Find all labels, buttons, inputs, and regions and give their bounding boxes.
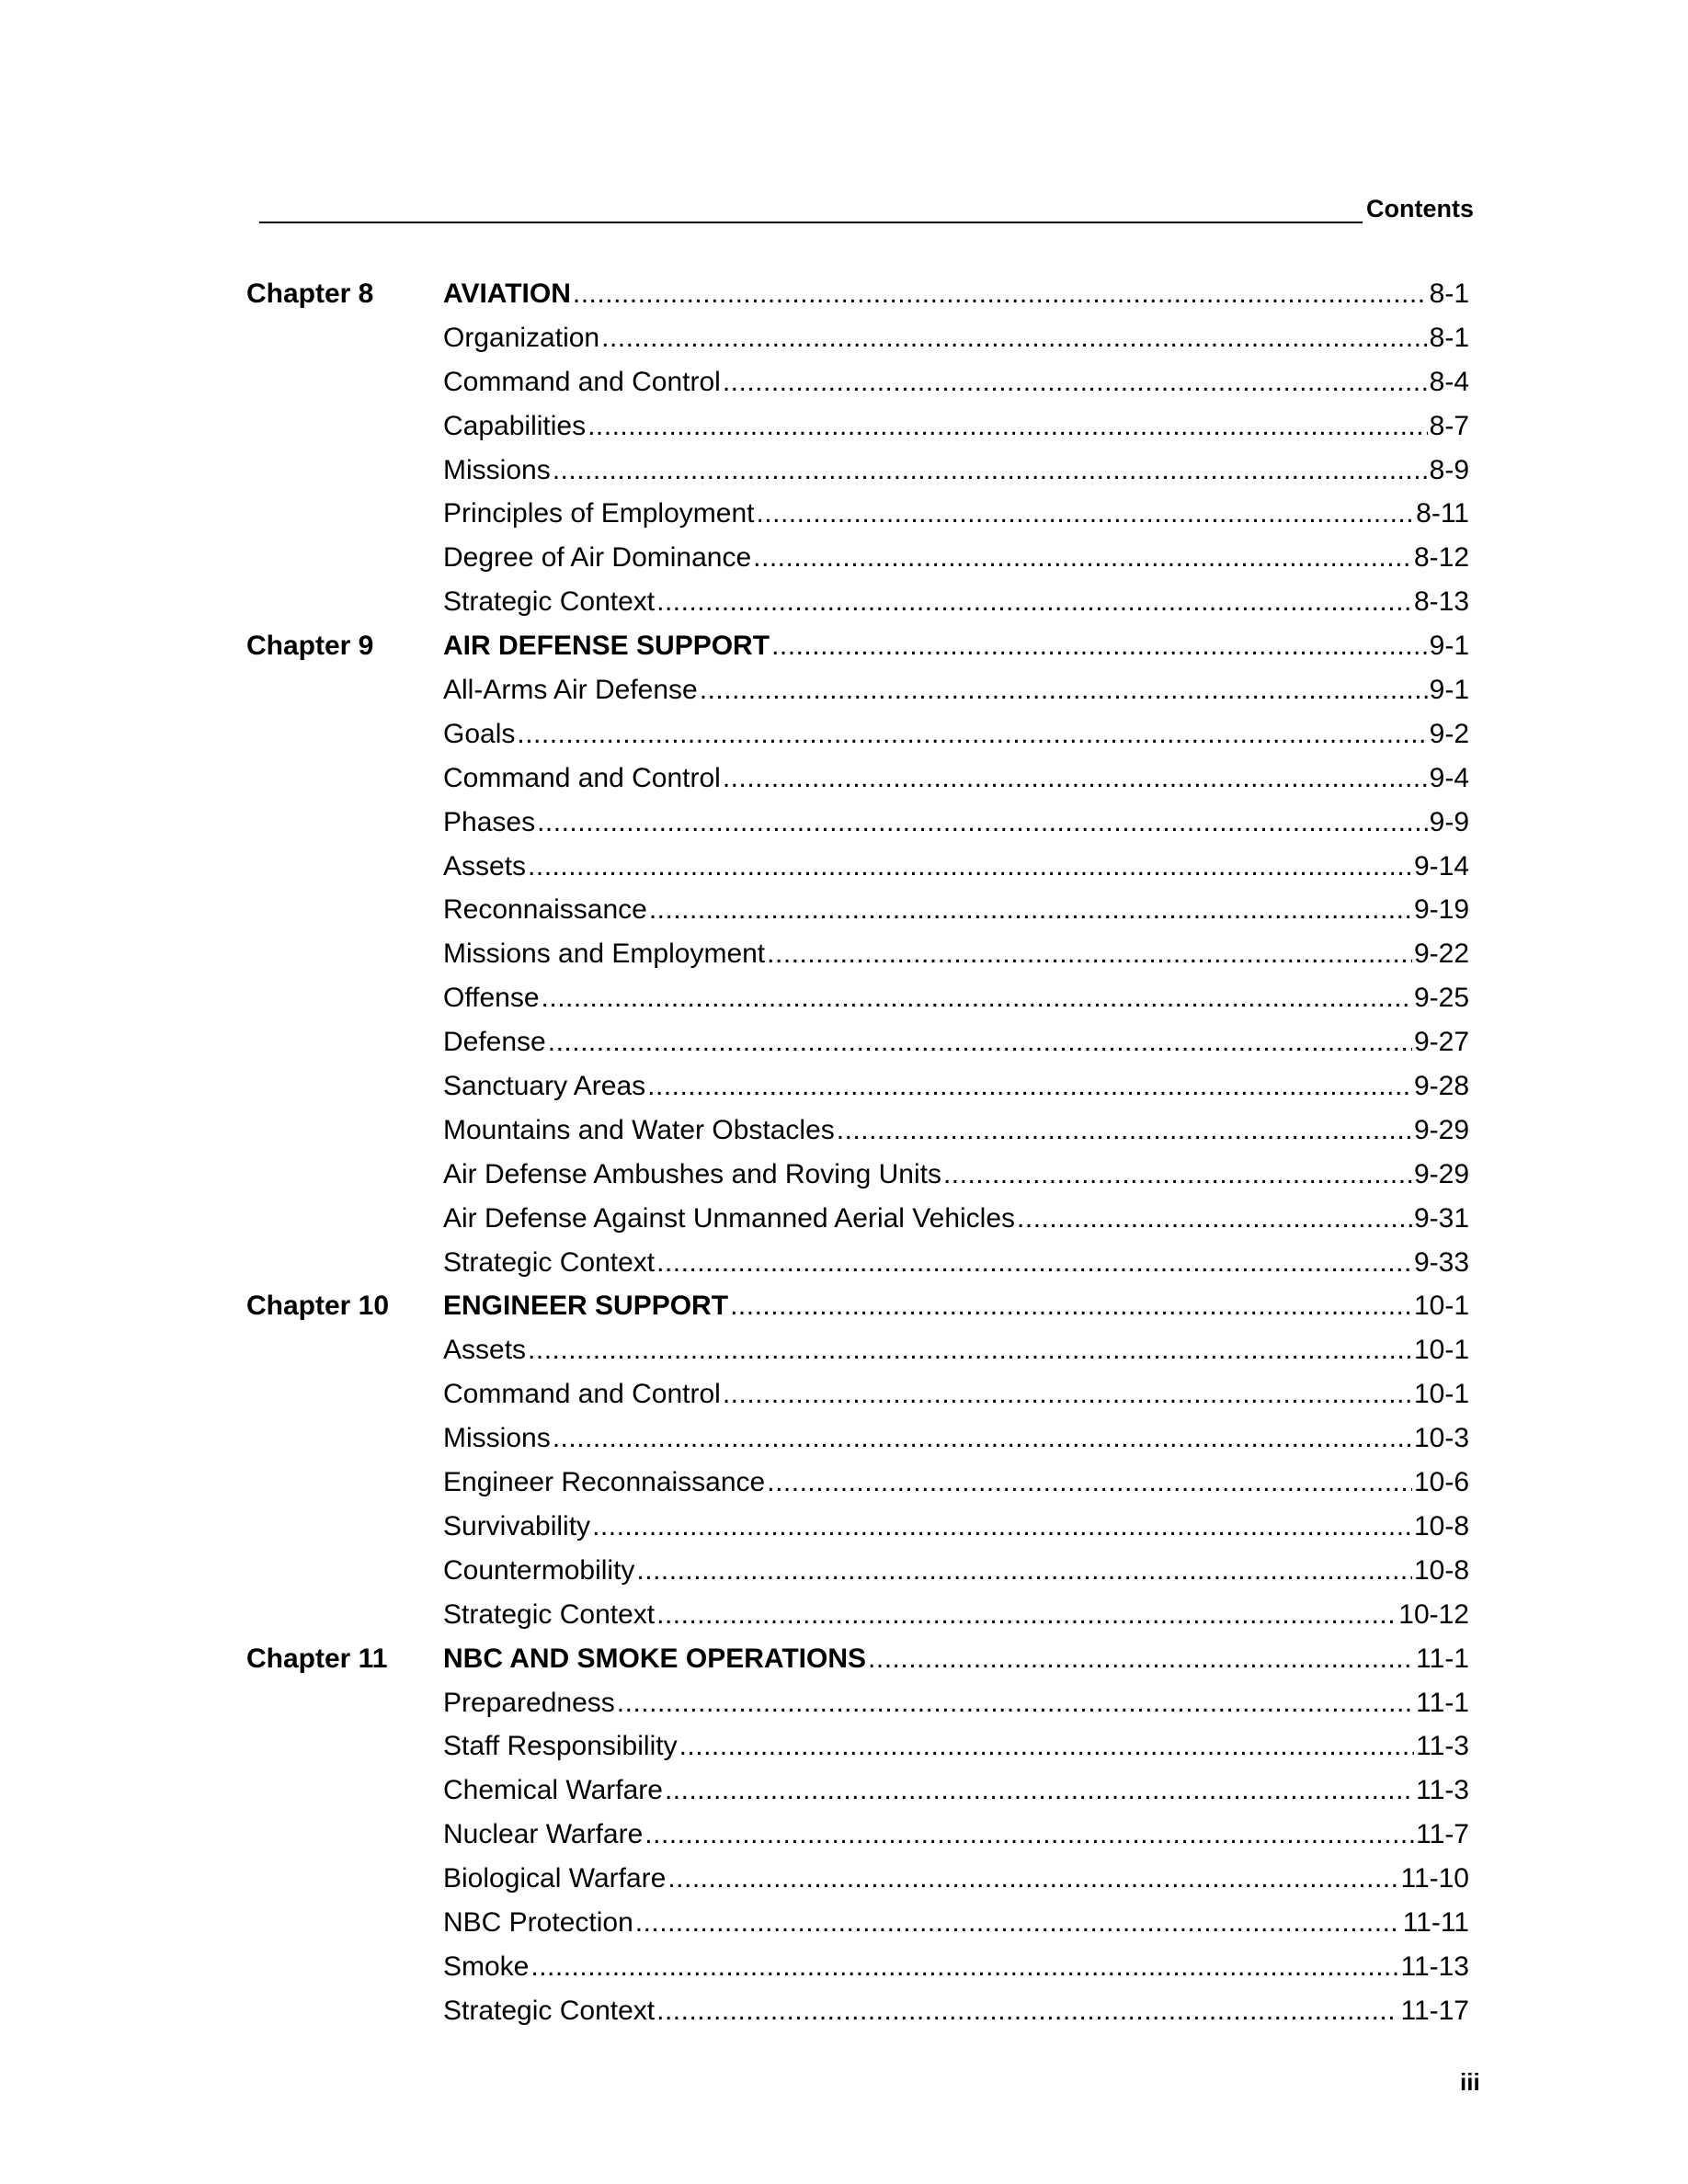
section-link[interactable] [443, 1989, 1469, 2033]
section-page-number: 10-3 [1413, 1423, 1469, 1454]
section-title: Defense [443, 1027, 546, 1058]
section-link[interactable] [443, 1549, 1469, 1593]
section-title: Offense [443, 983, 540, 1014]
section-title: Sanctuary Areas [443, 1071, 646, 1102]
dot-leader [592, 1505, 1412, 1549]
dot-leader [837, 1109, 1412, 1153]
running-header [259, 193, 1474, 224]
section-title: Engineer Reconnaissance [443, 1467, 766, 1498]
dot-leader [649, 888, 1412, 932]
section-link[interactable] [443, 1857, 1469, 1901]
section-page-number: 9-25 [1413, 983, 1469, 1014]
section-link[interactable] [443, 1153, 1469, 1197]
section-page-number: 9-2 [1429, 718, 1469, 749]
section-title: Strategic Context [443, 1995, 656, 2026]
section-page-number: 8-1 [1429, 322, 1469, 353]
dot-leader [647, 1064, 1412, 1109]
section-title: Mountains and Water Obstacles [443, 1114, 835, 1145]
section-title: Principles of Employment [443, 498, 755, 529]
section-page-number: 9-33 [1413, 1246, 1469, 1278]
section-link[interactable] [443, 449, 1469, 493]
section-title: All-Arms Air Defense [443, 675, 698, 706]
section-row [0, 1593, 1688, 1637]
dot-leader [700, 668, 1428, 712]
dot-leader [553, 449, 1428, 493]
dot-leader [636, 1549, 1412, 1593]
chapter-link[interactable] [443, 1284, 1469, 1328]
section-page-number: 9-29 [1413, 1114, 1469, 1145]
section-title: Organization [443, 322, 600, 353]
section-title: Nuclear Warfare [443, 1819, 644, 1850]
dot-leader [656, 580, 1412, 624]
dot-leader [528, 845, 1412, 889]
section-link[interactable] [443, 712, 1469, 756]
dot-leader [530, 1945, 1398, 1989]
section-title: Degree of Air Dominance [443, 542, 752, 574]
section-row [0, 1372, 1688, 1416]
section-title: NBC Protection [443, 1906, 633, 1938]
section-page-number: 11-13 [1400, 1951, 1469, 1982]
section-row [0, 1153, 1688, 1197]
chapter-label: Chapter 10 [246, 1291, 390, 1322]
section-link[interactable] [443, 1681, 1469, 1725]
section-title: Staff Responsibility [443, 1731, 678, 1762]
section-row [0, 1197, 1688, 1241]
section-page-number: 8-11 [1416, 498, 1469, 529]
dot-leader [644, 1813, 1414, 1857]
section-row [0, 316, 1688, 360]
section-row [0, 1549, 1688, 1593]
chapter-title: AVIATION [443, 279, 571, 309]
dot-leader [548, 1020, 1412, 1064]
section-page-number: 8-4 [1429, 366, 1469, 397]
section-title: Phases [443, 806, 536, 837]
section-title: Countermobility [443, 1554, 635, 1586]
chapter-page-number: 8-1 [1429, 279, 1469, 309]
section-link[interactable] [443, 492, 1469, 536]
section-row [0, 712, 1688, 756]
section-link[interactable] [443, 1328, 1469, 1372]
section-page-number: 8-7 [1429, 410, 1469, 441]
section-title: Air Defense Against Unmanned Aerial Vehicles [443, 1202, 1016, 1234]
section-link[interactable] [443, 1461, 1469, 1505]
dot-leader [528, 1328, 1412, 1372]
section-page-number: 8-12 [1413, 542, 1469, 574]
section-row [0, 536, 1688, 580]
chapter-row [0, 624, 1688, 668]
section-row [0, 1109, 1688, 1153]
section-page-number: 11-3 [1416, 1775, 1469, 1806]
header-title: Contents [1366, 195, 1474, 222]
section-link[interactable] [443, 668, 1469, 712]
chapter-page-number: 10-1 [1413, 1291, 1469, 1322]
chapter-title: ENGINEER SUPPORT [443, 1291, 729, 1322]
section-link[interactable] [443, 1372, 1469, 1416]
dot-leader [753, 536, 1412, 580]
section-link[interactable] [443, 932, 1469, 976]
dot-leader [656, 1241, 1412, 1285]
section-link[interactable] [443, 1813, 1469, 1857]
dot-leader [1017, 1197, 1412, 1241]
chapter-row [0, 1637, 1688, 1681]
section-page-number: 11-17 [1400, 1995, 1469, 2026]
chapter-link[interactable] [443, 272, 1469, 316]
dot-leader [601, 316, 1428, 360]
dot-leader [542, 976, 1412, 1020]
section-title: Survivability [443, 1510, 591, 1541]
section-page-number: 9-9 [1429, 806, 1469, 837]
section-link[interactable] [443, 1505, 1469, 1549]
section-row [0, 932, 1688, 976]
section-row [0, 976, 1688, 1020]
section-page-number: 9-14 [1413, 850, 1469, 882]
section-link[interactable] [443, 756, 1469, 801]
dot-leader [771, 624, 1428, 668]
section-row [0, 1813, 1688, 1857]
section-link[interactable] [443, 360, 1469, 404]
chapter-title: NBC AND SMOKE OPERATIONS [443, 1643, 867, 1674]
section-title: Assets [443, 850, 527, 882]
section-link[interactable] [443, 1064, 1469, 1109]
section-title: Chemical Warfare [443, 1775, 663, 1806]
dot-leader [656, 1593, 1397, 1637]
section-title: Capabilities [443, 410, 587, 441]
section-title: Missions [443, 454, 551, 485]
section-page-number: 9-22 [1413, 938, 1469, 970]
section-link[interactable] [443, 316, 1469, 360]
dot-leader [723, 1372, 1412, 1416]
section-row [0, 1241, 1688, 1285]
dot-leader [635, 1901, 1401, 1945]
chapter-row [0, 272, 1688, 316]
chapter-row [0, 1284, 1688, 1328]
dot-leader [756, 492, 1414, 536]
section-page-number: 9-19 [1413, 894, 1469, 926]
section-title: Missions and Employment [443, 938, 766, 970]
section-link[interactable] [443, 1241, 1469, 1285]
chapter-page-number: 9-1 [1429, 631, 1469, 662]
section-page-number: 8-9 [1429, 454, 1469, 485]
section-title: Command and Control [443, 1379, 721, 1410]
dot-leader [730, 1284, 1412, 1328]
header-rule [259, 222, 1363, 223]
section-page-number: 10-1 [1413, 1379, 1469, 1410]
section-link[interactable] [443, 404, 1469, 449]
dot-leader [723, 360, 1428, 404]
section-title: Preparedness [443, 1687, 615, 1718]
section-row [0, 668, 1688, 712]
section-link[interactable] [443, 1724, 1469, 1769]
section-title: Air Defense Ambushes and Roving Units [443, 1158, 941, 1189]
section-title: Strategic Context [443, 1246, 656, 1278]
section-page-number: 9-28 [1413, 1071, 1469, 1102]
section-row [0, 1769, 1688, 1813]
dot-leader [723, 756, 1428, 801]
table-of-contents [0, 272, 1688, 2033]
section-link[interactable] [443, 1020, 1469, 1064]
chapter-label: Chapter 11 [246, 1643, 388, 1674]
chapter-label: Chapter 8 [246, 279, 374, 309]
section-link[interactable] [443, 1901, 1469, 1945]
dot-leader [767, 1461, 1412, 1505]
section-link[interactable] [443, 1197, 1469, 1241]
section-row [0, 1064, 1688, 1109]
section-page-number: 9-27 [1413, 1027, 1469, 1058]
section-page-number: 10-12 [1398, 1598, 1469, 1630]
section-row [0, 1416, 1688, 1461]
section-link[interactable] [443, 1109, 1469, 1153]
section-title: Command and Control [443, 366, 721, 397]
section-row [0, 845, 1688, 889]
section-title: Command and Control [443, 762, 721, 793]
section-row [0, 888, 1688, 932]
section-title: Reconnaissance [443, 894, 647, 926]
section-row [0, 1461, 1688, 1505]
section-page-number: 11-3 [1416, 1731, 1469, 1762]
dot-leader [573, 272, 1428, 316]
dot-leader [517, 712, 1427, 756]
section-page-number: 10-8 [1413, 1554, 1469, 1586]
section-page-number: 10-1 [1413, 1335, 1469, 1366]
section-link[interactable] [443, 580, 1469, 624]
chapter-label: Chapter 9 [246, 631, 374, 662]
section-link[interactable] [443, 536, 1469, 580]
section-page-number: 10-8 [1413, 1510, 1469, 1541]
section-page-number: 9-1 [1429, 675, 1469, 706]
chapter-title: AIR DEFENSE SUPPORT [443, 631, 770, 662]
section-row [0, 1020, 1688, 1064]
section-row [0, 1724, 1688, 1769]
section-title: Missions [443, 1423, 551, 1454]
section-page-number: 10-6 [1413, 1467, 1469, 1498]
section-link[interactable] [443, 888, 1469, 932]
section-page-number: 11-11 [1402, 1906, 1469, 1938]
section-title: Smoke [443, 1951, 530, 1982]
section-row [0, 1505, 1688, 1549]
section-link[interactable] [443, 1945, 1469, 1989]
dot-leader [667, 1857, 1398, 1901]
section-row [0, 1901, 1688, 1945]
dot-leader [617, 1681, 1414, 1725]
section-page-number: 8-13 [1413, 586, 1469, 618]
dot-leader [767, 932, 1412, 976]
section-link[interactable] [443, 801, 1469, 845]
dot-leader [943, 1153, 1412, 1197]
dot-leader [656, 1989, 1398, 2033]
section-row [0, 756, 1688, 801]
section-link[interactable] [443, 976, 1469, 1020]
chapter-page-number: 11-1 [1416, 1643, 1469, 1674]
section-title: Goals [443, 718, 516, 749]
section-row [0, 1989, 1688, 2033]
section-page-number: 11-1 [1416, 1687, 1469, 1718]
section-row [0, 492, 1688, 536]
section-title: Biological Warfare [443, 1863, 667, 1894]
chapter-link[interactable] [443, 1637, 1469, 1681]
section-row [0, 404, 1688, 449]
chapter-link[interactable] [443, 624, 1469, 668]
section-page-number: 11-7 [1416, 1819, 1469, 1850]
dot-leader [553, 1416, 1412, 1461]
section-row [0, 580, 1688, 624]
dot-leader [679, 1724, 1415, 1769]
section-row [0, 1945, 1688, 1989]
dot-leader [868, 1637, 1414, 1681]
section-link[interactable] [443, 1593, 1469, 1637]
section-page-number: 9-4 [1429, 762, 1469, 793]
section-row [0, 1681, 1688, 1725]
section-page-number: 9-29 [1413, 1158, 1469, 1189]
section-row [0, 1857, 1688, 1901]
section-title: Assets [443, 1335, 527, 1366]
section-row [0, 1328, 1688, 1372]
section-title: Strategic Context [443, 1598, 656, 1630]
section-title: Strategic Context [443, 586, 656, 618]
section-page-number: 9-31 [1413, 1202, 1469, 1234]
page-number: iii [1460, 2068, 1480, 2096]
dot-leader [665, 1769, 1414, 1813]
section-link[interactable] [443, 845, 1469, 889]
dot-leader [537, 801, 1428, 845]
section-link[interactable] [443, 1416, 1469, 1461]
section-row [0, 449, 1688, 493]
section-row [0, 801, 1688, 845]
section-row [0, 360, 1688, 404]
section-link[interactable] [443, 1769, 1469, 1813]
dot-leader [587, 404, 1428, 449]
section-page-number: 11-10 [1400, 1863, 1469, 1894]
